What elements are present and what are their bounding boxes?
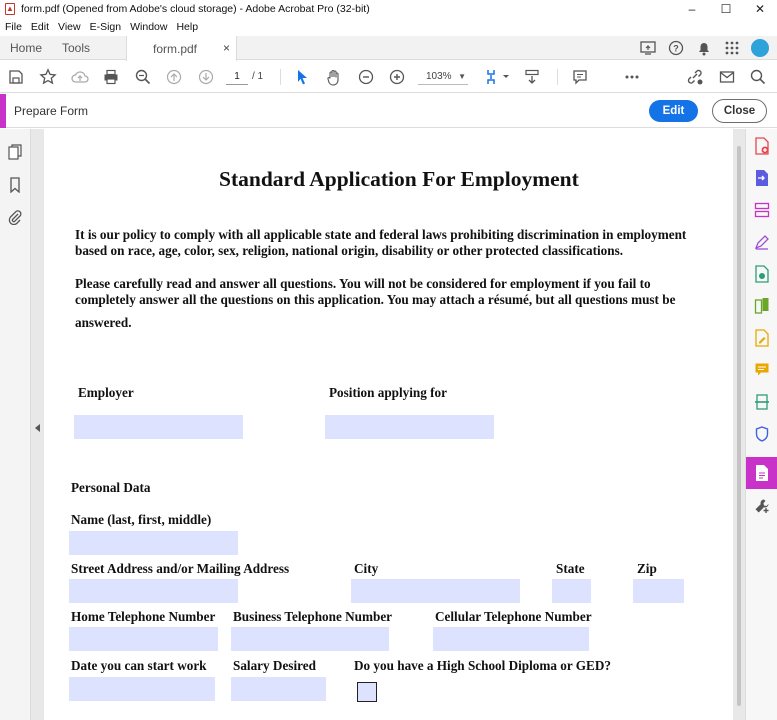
menu-file[interactable]: File (5, 21, 22, 33)
page-thumbnails-icon[interactable] (6, 143, 24, 161)
close-window-button[interactable]: ✕ (754, 2, 766, 16)
combine-files-icon[interactable] (753, 265, 771, 283)
zip-field[interactable] (633, 579, 684, 603)
share-screen-icon[interactable] (639, 39, 657, 57)
tab-bar (0, 36, 777, 60)
page-number-input[interactable]: 1 (226, 69, 248, 85)
business-phone-label: Business Telephone Number (233, 609, 393, 624)
fill-and-sign-icon[interactable] (753, 233, 771, 251)
apps-grid-icon[interactable] (723, 39, 741, 57)
zoom-out-icon[interactable] (356, 67, 376, 87)
toolbar-divider (280, 69, 281, 85)
comment-icon[interactable] (570, 67, 590, 87)
menu-bar (0, 18, 777, 36)
zoom-search-icon[interactable] (133, 67, 153, 87)
city-label: City (354, 561, 379, 576)
minimize-button[interactable]: – (688, 2, 696, 16)
tab-home[interactable]: Home (10, 41, 43, 55)
menu-edit[interactable]: Edit (30, 21, 50, 33)
close-tool-button[interactable]: Close (712, 99, 767, 123)
start-date-field[interactable] (69, 677, 215, 701)
acrobat-icon: ▲ (6, 4, 14, 13)
next-page-icon[interactable] (196, 67, 216, 87)
street-address-field[interactable] (69, 579, 238, 603)
print-icon[interactable] (101, 67, 121, 87)
vertical-scrollbar[interactable] (737, 146, 741, 706)
employer-field[interactable] (74, 415, 243, 439)
state-label: State (556, 561, 585, 576)
cloud-upload-icon[interactable] (70, 67, 90, 87)
edit-pdf-icon[interactable] (753, 329, 771, 347)
share-link-icon[interactable] (685, 67, 705, 87)
prepare-form-title: Prepare Form (14, 104, 89, 118)
zoom-in-icon[interactable] (387, 67, 407, 87)
maximize-button[interactable]: ☐ (720, 2, 732, 16)
home-phone-label: Home Telephone Number (71, 609, 216, 624)
business-phone-field[interactable] (231, 627, 389, 651)
more-tools-icon[interactable] (622, 67, 642, 87)
more-tools-wrench-icon[interactable] (753, 497, 771, 515)
name-label: Name (last, first, middle) (71, 512, 212, 527)
previous-page-icon[interactable] (164, 67, 184, 87)
salary-label: Salary Desired (233, 658, 316, 673)
bookmarks-icon[interactable] (6, 176, 24, 194)
salary-field[interactable] (231, 677, 326, 701)
main-toolbar (0, 61, 777, 93)
close-tab-icon[interactable]: × (222, 41, 230, 55)
position-field[interactable] (325, 415, 494, 439)
instructions-paragraph-end: answered. (75, 315, 132, 330)
document-page (44, 129, 733, 720)
instructions-paragraph: Please carefully read and answer all questions. You will not be considered for employment if you fail to completely answer all the questions on this application. You may attach a résumé, but all questions must be (75, 276, 676, 307)
help-icon[interactable] (667, 39, 685, 57)
zoom-level-value: 103% (426, 71, 452, 82)
avatar[interactable] (751, 39, 769, 57)
chevron-down-icon: ▼ (458, 72, 466, 81)
cell-phone-label: Cellular Telephone Number (435, 609, 592, 624)
attachments-paperclip-icon[interactable] (6, 208, 24, 226)
city-field[interactable] (351, 579, 520, 603)
menu-view[interactable]: View (58, 21, 81, 33)
menu-window[interactable]: Window (130, 21, 168, 33)
select-cursor-icon[interactable] (292, 67, 312, 87)
svg-text:?: ? (673, 43, 679, 54)
tools-rail (745, 129, 777, 720)
zoom-level-select[interactable] (418, 69, 468, 85)
prepare-form-icon[interactable] (753, 464, 771, 482)
comment-tool-icon[interactable] (753, 361, 771, 379)
create-pdf-icon[interactable] (753, 137, 771, 155)
fit-page-icon[interactable] (484, 67, 512, 87)
cell-phone-field[interactable] (433, 627, 589, 651)
page-total: / 1 (252, 71, 264, 82)
name-field[interactable] (69, 531, 238, 555)
tab-document[interactable] (126, 36, 237, 61)
export-pdf-icon[interactable] (753, 169, 771, 187)
search-icon[interactable] (748, 67, 768, 87)
diploma-checkbox[interactable] (357, 682, 377, 702)
title-bar (0, 0, 777, 18)
zip-label: Zip (637, 561, 657, 576)
policy-paragraph: It is our policy to comply with all applicable state and federal laws prohibiting discrimination in employment based on race, age, color, sex, religion, national origin, disability or other protected classifications. (75, 227, 687, 258)
state-field[interactable] (552, 579, 591, 603)
bookmark-star-icon[interactable] (38, 67, 58, 87)
toolbar-divider (557, 69, 558, 85)
window-title: form.pdf (Opened from Adobe's cloud storage) - Adobe Acrobat Pro (32-bit) (21, 3, 370, 15)
start-date-label: Date you can start work (71, 658, 207, 673)
diploma-label: Do you have a High School Diploma or GED? (354, 658, 611, 673)
employer-label: Employer (78, 385, 134, 400)
notifications-bell-icon[interactable] (695, 39, 713, 57)
tab-tools[interactable]: Tools (62, 41, 91, 55)
organize-pages-icon[interactable] (753, 201, 771, 219)
hand-tool-icon[interactable] (324, 67, 344, 87)
document-title: Standard Application For Employment (219, 167, 579, 191)
scroll-mode-icon[interactable] (522, 67, 542, 87)
protect-shield-icon[interactable] (753, 425, 771, 443)
personal-data-heading: Personal Data (71, 480, 151, 495)
tab-document-label: form.pdf (153, 41, 198, 56)
left-navigation-pane (0, 129, 31, 720)
home-phone-field[interactable] (69, 627, 218, 651)
street-address-label: Street Address and/or Mailing Address (71, 561, 290, 576)
collapse-pane-icon[interactable] (35, 424, 40, 432)
position-label: Position applying for (329, 385, 447, 400)
save-icon[interactable] (6, 67, 26, 87)
compare-files-icon[interactable] (753, 297, 771, 315)
edit-button[interactable]: Edit (649, 100, 698, 122)
scan-ocr-icon[interactable] (753, 393, 771, 411)
email-icon[interactable] (717, 67, 737, 87)
menu-esign[interactable]: E-Sign (89, 21, 122, 33)
menu-help[interactable]: Help (176, 21, 199, 33)
tool-accent-bar (0, 94, 6, 128)
prepare-form-bar (0, 94, 777, 128)
